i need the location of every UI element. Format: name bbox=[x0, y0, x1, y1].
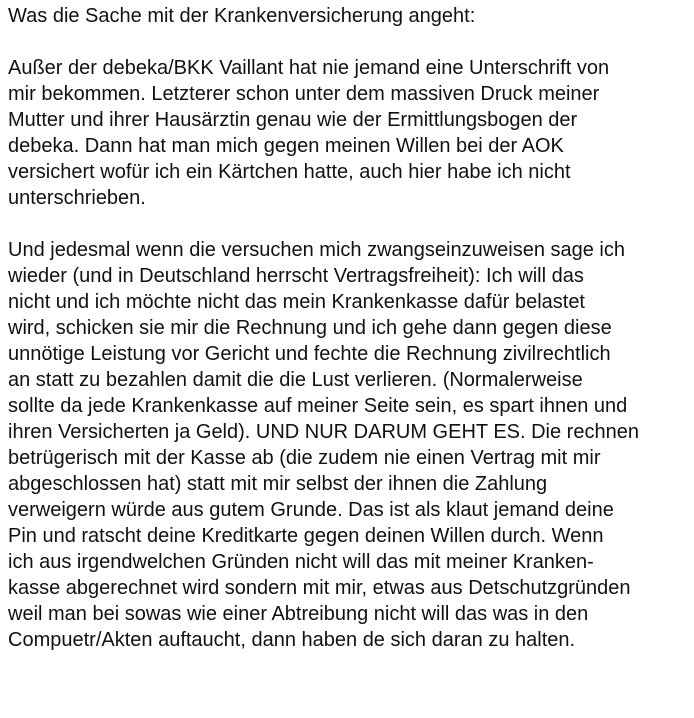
paragraph-2-line: Und jedesmal wenn die versuchen mich zwangseinzuweisen sage ich bbox=[8, 239, 626, 261]
paragraph-2-line: Compuetr/Akten auftaucht, dann haben de sich daran zu halten. bbox=[8, 629, 576, 651]
paragraph-1-line: versichert wofür ich ein Kärtchen hatte, auch hier habe ich nicht bbox=[8, 161, 571, 183]
paragraph-2-line: Pin und ratscht deine Kreditkarte gegen deinen Willen durch. Wenn bbox=[8, 525, 604, 547]
paragraph-1-line: Außer der debeka/BKK Vaillant hat nie jemand eine Unterschrift von bbox=[8, 57, 610, 79]
paragraph-2-line: abgeschlossen hat) statt mit mir selbst der ihnen die Zahlung bbox=[8, 473, 548, 495]
paragraph-2-line: sollte da jede Krankenkasse auf meiner Seite sein, es spart ihnen und bbox=[8, 395, 628, 417]
paragraph-2-line: nicht und ich möchte nicht das mein Krankenkasse dafür belastet bbox=[8, 291, 585, 313]
paragraph-2-line: wieder (und in Deutschland herrscht Vertragsfreiheit): Ich will das bbox=[8, 265, 584, 287]
paragraph-1-line: Mutter und ihrer Hausärztin genau wie der Ermittlungsbogen der bbox=[8, 109, 578, 131]
document-heading: Was die Sache mit der Krankenversicherung angeht: bbox=[8, 5, 476, 27]
paragraph-1-line: debeka. Dann hat man mich gegen meinen Willen bei der AOK bbox=[8, 135, 564, 157]
paragraph-2-line: betrügerisch mit der Kasse ab (die zudem nie einen Vertrag mit mir bbox=[8, 447, 601, 469]
paragraph-2-line: wird, schicken sie mir die Rechnung und ich gehe dann gegen diese bbox=[8, 317, 612, 339]
paragraph-2-line: verweigern würde aus gutem Grunde. Das ist als klaut jemand deine bbox=[8, 499, 614, 521]
paragraph-2-line: kasse abgerechnet wird sondern mit mir, etwas aus Detschutzgründen bbox=[8, 577, 631, 599]
paragraph-1-line: mir bekommen. Letzterer schon unter dem massiven Druck meiner bbox=[8, 83, 600, 105]
paragraph-2-line: an statt zu bezahlen damit die die Lust verlieren. (Normalerweise bbox=[8, 369, 583, 391]
paragraph-2-line: unnötige Leistung vor Gericht und fechte die Rechnung zivilrechtlich bbox=[8, 343, 611, 365]
paragraph-2-line: ich aus irgendwelchen Gründen nicht will das mit meiner Kranken- bbox=[8, 551, 594, 573]
paragraph-1-line: unterschrieben. bbox=[8, 187, 146, 209]
paragraph-2-line: weil man bei sowas wie einer Abtreibung nicht will das was in den bbox=[8, 603, 589, 625]
paragraph-2-line: ihren Versicherten ja Geld). UND NUR DARUM GEHT ES. Die rechnen bbox=[8, 421, 639, 443]
